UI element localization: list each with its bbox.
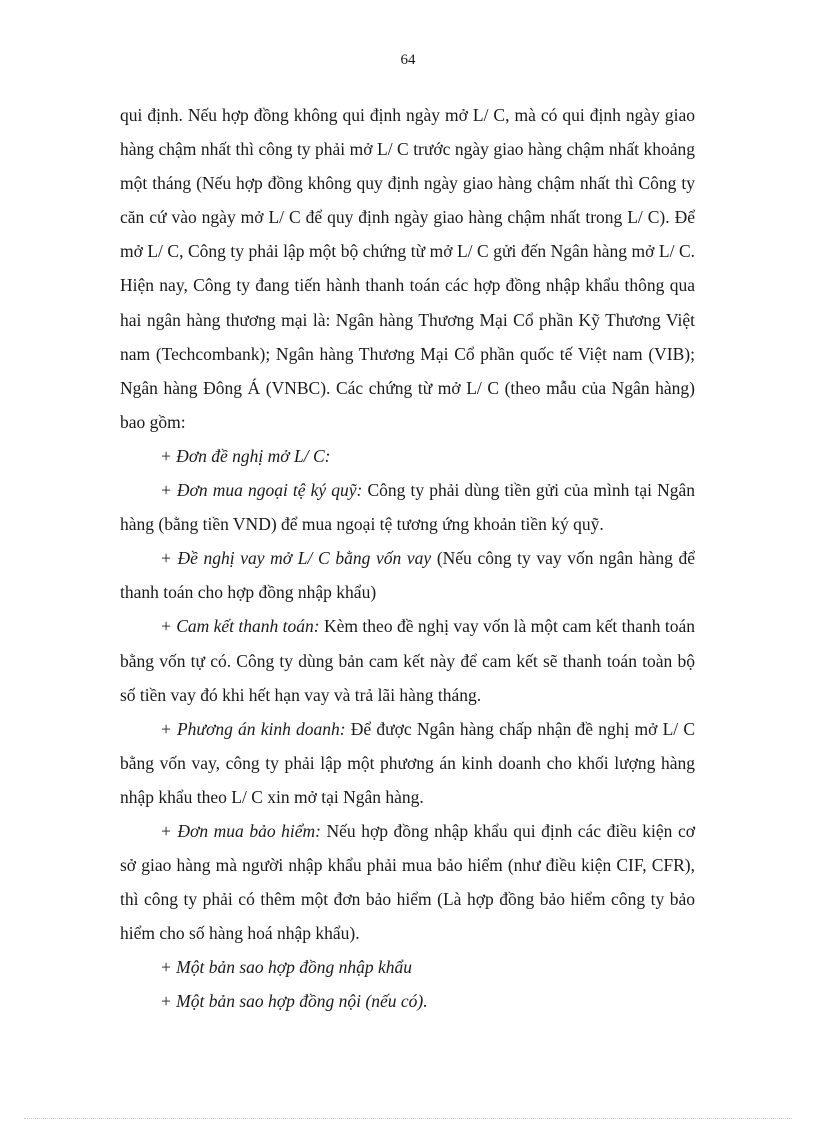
list-item-insurance bbox=[120, 814, 695, 950]
list-item-heading: + Đơn mua bảo hiểm: bbox=[160, 820, 321, 841]
list-item-lc-application bbox=[120, 439, 695, 473]
list-item-heading: + Đơn mua ngoại tệ ký quỹ: bbox=[160, 480, 363, 501]
list-item-heading: + Cam kết thanh toán: bbox=[160, 616, 320, 637]
footer-divider bbox=[24, 1118, 792, 1119]
list-item-heading: + Một bản sao hợp đồng nội (nếu có). bbox=[160, 991, 428, 1012]
list-item-business-plan bbox=[120, 712, 695, 814]
paragraph-text: qui định. Nếu hợp đồng không qui định ngày mở L/ C, mà có qui định ngày giao hàng chậm nhất thì công ty phải mở L/ C trước ngày giao hàng chậm nhất khoảng một tháng (Nếu hợp đồng không quy định ngày giao hàng chậm nhất thì Công ty căn cứ vào ngày mở L/ C để quy định ngày giao hàng chậm nhất trong L/ C). Để mở L/ C, Công ty phải lập một bộ chứng từ mở L/ C gửi đến Ngân hàng mở L/ C. Hiện nay, Công ty đang tiến hành thanh toán các hợp đồng nhập khẩu thông qua hai ngân hàng thương mại là: Ngân hàng Thương Mại Cổ phần Kỹ Thương Việt nam (Techcombank); Ngân hàng Thương Mại Cổ phần quốc tế Việt nam (VIB); Ngân hàng Đông Á (VNBC). Các chứng từ mở L/ C (theo mẫu của Ngân hàng) bao gồm: bbox=[120, 105, 695, 432]
list-item-domestic-contract-copy bbox=[120, 984, 695, 1018]
list-item-heading: + Đề nghị vay mở L/ C bằng vốn vay bbox=[160, 548, 432, 569]
paragraph-intro bbox=[120, 98, 695, 439]
list-item-heading: + Phương án kinh doanh: bbox=[160, 718, 346, 739]
list-item-heading: + Một bản sao hợp đồng nhập khẩu bbox=[160, 957, 413, 978]
page-number: 64 bbox=[400, 52, 416, 68]
list-item-text: Nếu hợp đồng nhập khẩu qui định các điều kiện cơ sở giao hàng mà người nhập khẩu phải mua bảo hiểm (như điều kiện CIF, CFR), thì công ty phải có thêm một đơn bảo hiểm (Là hợp đồng bảo hiểm công ty bảo hiểm cho số hàng hoá nhập khẩu). bbox=[120, 820, 695, 944]
list-item-text: Công ty phải dùng tiền gửi của mình tại Ngân hàng (bằng tiền VND) để mua ngoại tệ tương ứng khoản tiền ký quỹ. bbox=[120, 480, 695, 535]
list-item-payment-commitment bbox=[120, 609, 695, 711]
list-item-text: Để được Ngân hàng chấp nhận đề nghị mở L/ C bằng vốn vay, công ty phải lập một phương án kinh doanh cho khối lượng hàng nhập khẩu theo L/ C xin mở tại Ngân hàng. bbox=[120, 718, 696, 807]
list-item-text: Kèm theo đề nghị vay vốn là một cam kết thanh toán bằng vốn tự có. Công ty dùng bản cam kết này để cam kết sẽ thanh toán toàn bộ số tiền vay đó khi hết hạn vay và trả lãi hàng tháng. bbox=[120, 616, 695, 705]
list-item-heading: + Đơn đề nghị mở L/ C: bbox=[160, 445, 331, 466]
list-item-import-contract-copy bbox=[120, 950, 695, 984]
list-item-foreign-currency bbox=[120, 473, 695, 541]
document-body bbox=[120, 98, 695, 1019]
list-item-text: (Nếu công ty vay vốn ngân hàng để thanh toán cho hợp đồng nhập khẩu) bbox=[120, 548, 695, 603]
list-item-loan-request bbox=[120, 541, 695, 609]
